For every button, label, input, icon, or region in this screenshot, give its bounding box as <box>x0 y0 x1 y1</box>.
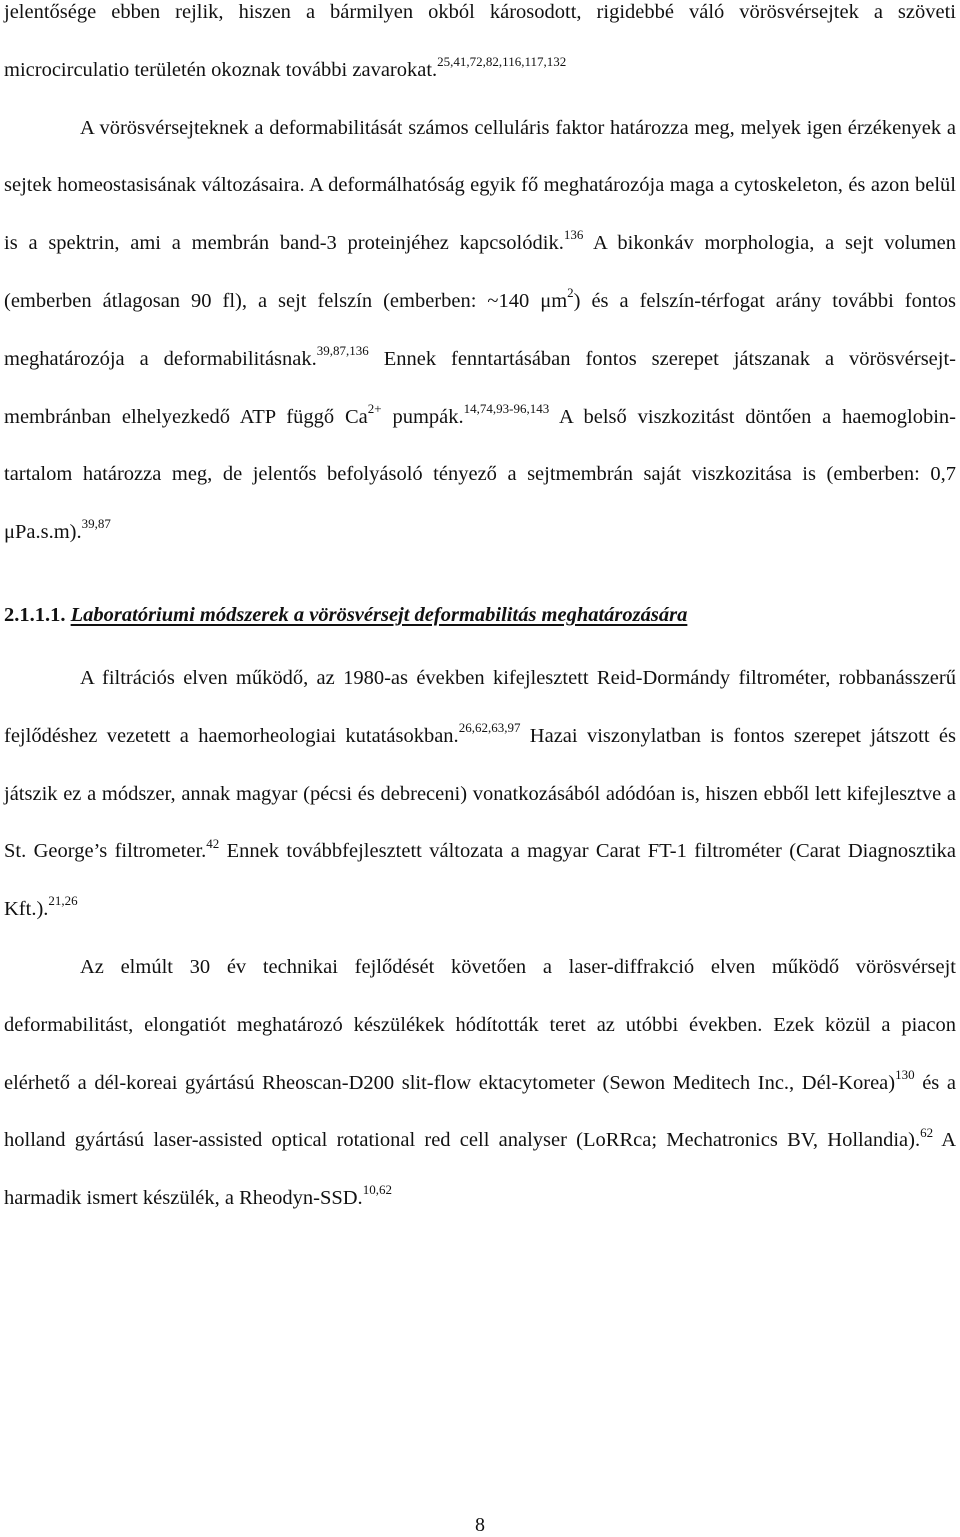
paragraph-4 <box>4 939 956 1228</box>
reference-citation: 10,62 <box>362 1182 392 1198</box>
paragraph-text: A filtrációs elven működő, az 1980-as években kifejlesztett Reid-Dormándy filtrométer, robbanásszerű fejlődéshez vezetett a haemorheologiai kutatásokban. <box>4 666 956 747</box>
paragraph-1 <box>4 0 956 100</box>
paragraph-text: A vörösvérsejteknek a deformabilitását számos celluláris faktor határozza meg, melyek igen érzékenyek a sejtek homeostasisának változásaira. A deformálhatóság egyik fő meghatározója maga a cytoskeleton, és azon belül is a spektrin, ami a membrán band-3 proteinjéhez kapcsolódik. <box>4 116 956 255</box>
section-heading <box>4 600 956 630</box>
paragraph-2 <box>4 100 956 562</box>
reference-citation: 25,41,72,82,116,117,132 <box>437 54 567 70</box>
reference-citation: 136 <box>563 227 584 243</box>
paragraph-text: Az elmúlt 30 év technikai fejlődését követően a laser-diffrakció elven működő vörösvérsejt deformabilitást, elongatiót meghatározó készülékek hódították teret az utóbbi években. Ezek közül a piacon elérhető a dél-koreai gyártású Rheoscan-D200 slit-flow ektacytometer (Sewon Meditech Inc., Dél-Korea) <box>4 955 956 1094</box>
reference-citation: 62 <box>920 1124 934 1140</box>
page-number: 8 <box>475 1514 485 1536</box>
reference-citation: 21,26 <box>48 893 78 909</box>
paragraph-text: Ennek továbbfejlesztett változata a magyar Carat FT-1 filtrométer (Carat Diagnosztika Kft.). <box>4 840 956 921</box>
paragraph-3 <box>4 650 956 939</box>
reference-citation: 26,62,63,97 <box>458 720 521 736</box>
paragraph-text: jelentősége ebben rejlik, hiszen a bármilyen okból károsodott, rigidebbé váló vörösvérsejtek a szöveti microcirculatio területén okoznak további zavarokat. <box>4 1 956 81</box>
reference-citation: 42 <box>206 835 220 851</box>
reference-citation: 2 <box>567 285 574 301</box>
paragraph-text: és a holland gyártású laser-assisted optical rotational red cell analyser (LoRRca; Mechatronics BV, Hollandia). <box>4 1071 956 1152</box>
paragraph-text: Hazai viszonylatban is fontos szerepet játszott és játszik ez a módszer, annak magyar (pécsi és debreceni) vonatkozásából adódóan is, hiszen ebből lett kifejlesztve a St. George’s filtrometer. <box>4 724 957 863</box>
paragraph-text: A bikonkáv morphologia, a sejt volumen (emberben átlagosan 90 fl), a sejt felszín (emberben: ~140 μm <box>4 232 957 312</box>
heading-spacer <box>4 630 956 650</box>
section-title: Laboratóriumi módszerek a vörösvérsejt deformabilitás meghatározására <box>70 603 688 626</box>
reference-citation: 130 <box>895 1066 915 1082</box>
reference-citation: 39,87 <box>81 516 111 532</box>
paragraph-text: ) és a felszín-térfogat arány további fontos meghatározója a deformabilitásnak. <box>4 289 956 370</box>
paragraph-text: A harmadik ismert készülék, a Rheodyn-SSD. <box>4 1129 956 1210</box>
document-page <box>4 0 956 1228</box>
reference-citation: 2+ <box>367 400 382 416</box>
section-number: 2.1.1.1. <box>4 603 66 626</box>
paragraph-text: A belső viszkozitást döntően a haemoglobin-tartalom határozza meg, de jelentős befolyásoló tényező a sejtmembrán saját viszkozitása is (emberben: 0,7 μPa.s.m). <box>4 405 957 544</box>
reference-citation: 39,87,136 <box>316 343 369 359</box>
paragraph-text: pumpák. <box>381 405 464 428</box>
paragraph-text: Ennek fenntartásában fontos szerepet játszanak a vörösvérsejt-membránban elhelyezkedő ATP függő Ca <box>4 347 956 428</box>
reference-citation: 14,74,93-96,143 <box>463 400 550 416</box>
